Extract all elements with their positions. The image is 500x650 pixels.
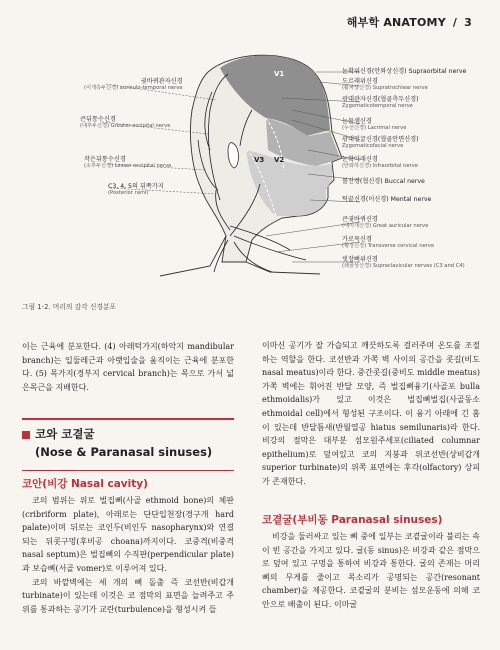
label-greater-occipital: 큰뒤통수신경 (대후두신경) Greater occipital nerve xyxy=(80,116,171,130)
label-buccal: 볼신경(협신경) Buccal nerve xyxy=(342,178,425,185)
label-great-auricular: 큰귓바퀴신경 (대이개신경) Great auricular nerve xyxy=(342,216,429,230)
label-supraclavicular: 빗장뼈위신경 (쇄골상신경) Supraclavicular nerves (C3 and C4) xyxy=(342,256,465,270)
zone-v3: V3 xyxy=(254,156,265,164)
header-section: 해부학 xyxy=(346,16,380,29)
label-lesser-occipital: 작은뒤통수신경 (소후두신경) Lesser occipital nerve xyxy=(84,156,172,170)
page-number: 3 xyxy=(464,16,472,29)
header-separator: / xyxy=(452,16,458,29)
label-zygomaticofacial: 광대얼굴신경(협골안면신경) Zygomaticofacial nerve xyxy=(342,136,419,150)
label-lacrimal: 눈물샘신경 (누선신경) Lacrimal nerve xyxy=(342,118,407,132)
section-heading xyxy=(22,418,234,471)
left-top-paragraph: 이는 근육에 분포한다. (4) 아래턱가지(하악지 mandibular branch)는 입둘레근과 아랫입술을 움직이는 근육에 분포한다. (5) 목가지(경부지 cervical branch)는 목으로 가서 넓은목근을 지배한다. xyxy=(22,342,234,392)
label-supratrochlear: 도르래위신경 (활차상신경) Supratrochlear nerve xyxy=(342,78,428,92)
label-transverse-cervical: 가로목신경 (횡경신경) Transverse cervical nerve xyxy=(342,236,435,250)
nasal-cavity-heading: 코안(비강 Nasal cavity) xyxy=(22,478,148,490)
left-column-top xyxy=(22,340,234,394)
section-marker-square xyxy=(22,431,30,439)
label-supraorbital: 눈확위신경(안와상신경) Supraorbital nerve xyxy=(342,68,467,75)
nasal-paragraph-1: 코의 범위는 위로 벌집뼈(사골 ethmoid bone)의 체판(cribriform plate), 아래로는 단단입천장(경구개 hard palate)이며 뒤로는 코인두(비인두 nasopharynx)와 연결되는 뒤콧구멍(후비공 choana)까지이다. 코중격(비중격 nasal septum)은 벌집뼈의 수직판(perpendicular plate)과 보습뼈(서골 vomer)로 이루어져 있다. xyxy=(22,496,234,573)
right-column-top xyxy=(262,339,480,489)
label-posterior-rami: C3, 4, 5의 뒤쪽가지 (Posterior rami) xyxy=(108,183,164,197)
label-auriculotemporal: 귓바퀴관자신경 (이개측두신경) auriculo-temporal nerve xyxy=(84,78,183,92)
nasal-paragraph-2: 코의 바깥벽에는 세 개의 뼈 돌출 즉 코선반(비갑개 turbinate)이 있는데 이것은 코 점막의 표면을 늘려주고 주위를 통과하는 공기가 교란(turbulence)을 형성시켜 들 xyxy=(22,577,234,614)
section-title-english: (Nose & Paranasal sinuses) xyxy=(35,445,213,459)
right-top-paragraph: 이마신 공기가 잘 가습되고 깨끗하도록 걸러주며 온도를 조절하는 역할을 한다. 코선반과 가쪽 벽 사이의 공간을 콧길(비도 nasal meatus)이라 한다. 중간콧길(중비도 middle meatus) 가쪽 벽에는 휘어진 반달 모양, 즉 벌집뼈융기(사골포 bulla ethmoidalis)가 있고 이것은 벌집뼈벌집(사골동소 ethmoidal cell)에서 형성된 구조이다. 이 융기 아래에 긴 홈이 있는데 반달틈새(반월열공 hiatus semilunaris)라 한다. 비강의 점막은 대부분 섬모원주세포(ciliated columnar epithelium)로 덮여있고 코의 지붕과 위코선반(상비갑개 superior turbinate)의 위쪽 표면에는 후각(olfactory) 상피가 존재한다. xyxy=(262,341,480,486)
header-title: ANATOMY xyxy=(383,16,446,29)
label-mental: 턱끝신경(이신경) Mental nerve xyxy=(342,196,432,203)
paranasal-sinus-heading: 코곁굴(부비동 Paranasal sinuses) xyxy=(262,514,443,526)
page-header xyxy=(347,14,472,30)
zone-v1: V1 xyxy=(274,70,285,78)
nasal-cavity-body xyxy=(22,494,234,616)
head-sensory-illustration xyxy=(20,40,480,280)
zone-v2: V2 xyxy=(274,156,285,164)
section-title-korean: 코와 코곁굴 xyxy=(35,427,95,441)
label-zygomaticotemporal: 광대관자신경(협골측두신경) Zygomaticotemporal nerve xyxy=(342,96,419,110)
paranasal-sinus-body xyxy=(262,530,480,612)
label-infraorbital: 눈확아래신경 (안와하신경) Infraorbital nerve xyxy=(342,156,418,170)
figure-caption: 그림 1-2. 머리의 감각 신경분포 xyxy=(22,303,117,311)
sinus-paragraph-1: 비강을 둘러싸고 있는 뼈 중에 일부는 코곁굴이라 불리는 속이 빈 공간을 가지고 있다. 굴(동 sinus)은 비강과 같은 점막으로 덮여 있고 구멍을 통하여 비강과 통한다. 굴의 존재는 머리뼈의 무게를 줄이고 목소리가 공명되는 공간(resonant chamber)을 제공한다. 코곁굴의 분비는 섬모운동에 의해 코안으로 배출이 된다. 이마굴 xyxy=(262,532,480,609)
